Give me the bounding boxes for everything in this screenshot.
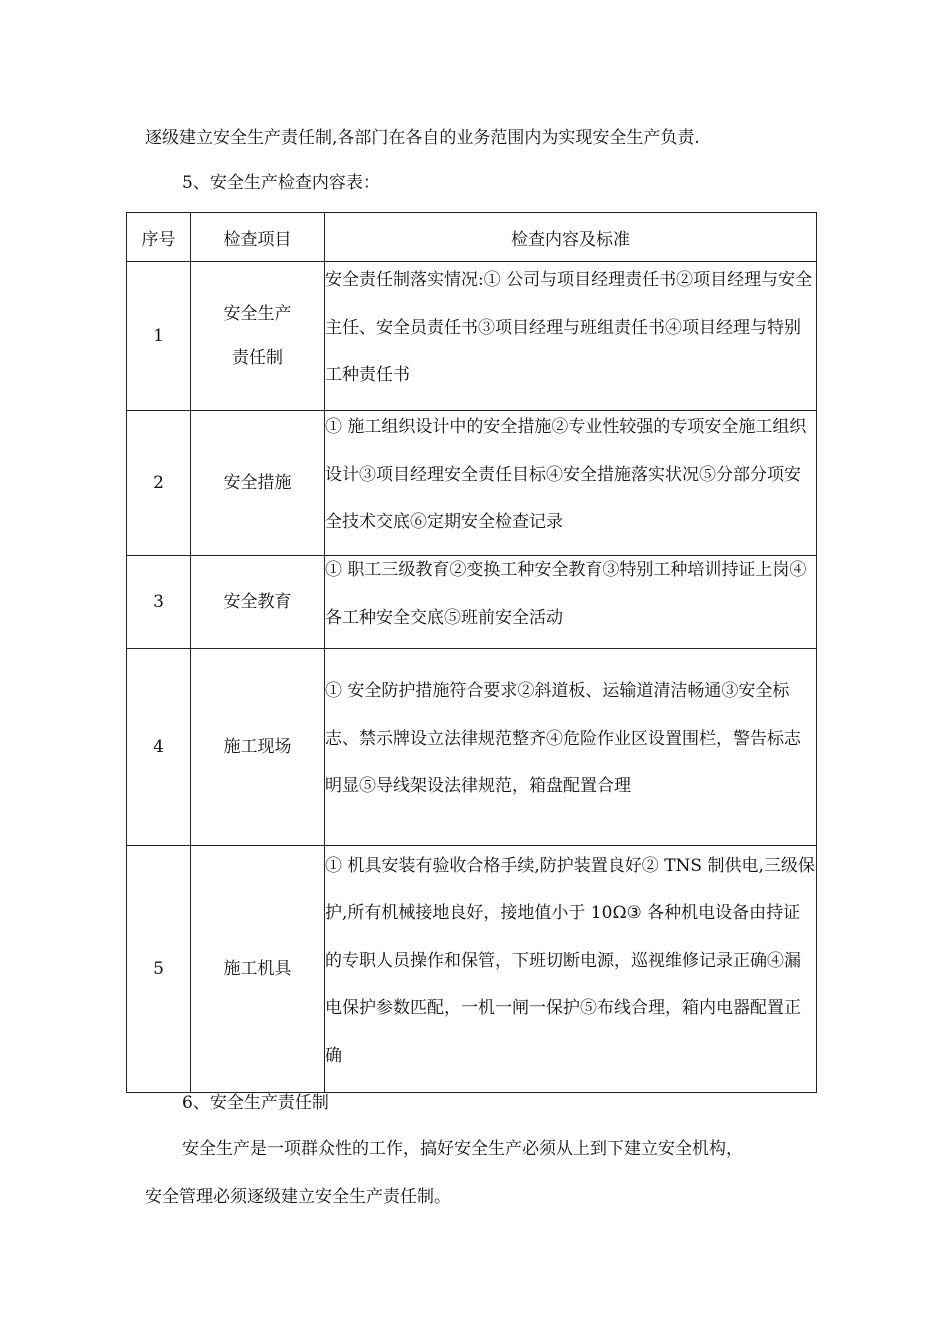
row-content-text: ① 施工组织设计中的安全措施②专业性较强的专项安全施工组织设计③项目经理安全责任目标④安全措施落实状况⑤分部分项安全技术交底⑥定期安全检查记录 — [325, 417, 807, 533]
header-content: 检查内容及标准 — [325, 213, 817, 262]
row-item — [191, 556, 325, 649]
table-row — [127, 262, 817, 411]
row-content — [325, 846, 817, 1093]
row-number: 4 — [127, 649, 191, 846]
row-number: 2 — [127, 411, 191, 556]
row-item-line: 安全教育 — [223, 592, 292, 612]
row-content — [325, 556, 817, 649]
row-item-line: 施工现场 — [223, 737, 292, 757]
table-header-row — [127, 213, 817, 262]
row-content — [325, 411, 817, 556]
inspection-table — [126, 212, 817, 1093]
row-content-text: 安全责任制落实情况:① 公司与项目经理责任书②项目经理与安全主任、安全员责任书③项目经理与班组责任书④项目经理与特别工种责任书 — [325, 270, 813, 386]
row-item — [191, 262, 325, 411]
paragraph-top: 逐级建立安全生产责任制,各部门在各自的业务范围内为实现安全生产负责. — [145, 128, 700, 148]
row-content-text: ① 机具安装有验收合格手续,防护装置良好② TNS 制供电,三级保护,所有机械接地良好，接地值小于 10Ω③ 各种机电设备由持证的专职人员操作和保管，下班切断电源，巡视维修记录正确④漏电保护参数匹配，一机一闸一保护⑤布线合理，箱内电器配置正确 — [325, 855, 815, 1066]
table-row — [127, 846, 817, 1093]
paragraph-6-line-1: 安全生产是一项群众性的工作，搞好安全生产必须从上到下建立安全机构， — [182, 1139, 743, 1159]
paragraph-6-line-2: 安全管理必须逐级建立安全生产责任制。 — [145, 1187, 451, 1207]
table-row — [127, 649, 817, 846]
row-item-line: 安全生产 — [223, 304, 292, 324]
table-row — [127, 556, 817, 649]
row-content — [325, 262, 817, 411]
row-item-line: 安全措施 — [223, 473, 292, 493]
table-row — [127, 411, 817, 556]
row-content — [325, 649, 817, 846]
row-item — [191, 411, 325, 556]
row-item-line: 施工机具 — [223, 959, 292, 979]
section-heading-6: 6、安全生产责任制 — [182, 1093, 329, 1113]
row-item-line: 责任制 — [232, 348, 283, 368]
row-content-text: ① 职工三级教育②变换工种安全教育③特别工种培训持证上岗④各工种安全交底⑤班前安全活动 — [325, 560, 807, 628]
header-no: 序号 — [127, 213, 191, 262]
header-item: 检查项目 — [191, 213, 325, 262]
row-item — [191, 649, 325, 846]
row-number: 3 — [127, 556, 191, 649]
row-number: 1 — [127, 262, 191, 411]
row-item — [191, 846, 325, 1093]
section-heading-5: 5、安全生产检查内容表： — [182, 173, 380, 193]
row-number: 5 — [127, 846, 191, 1093]
row-content-text: ① 安全防护措施符合要求②斜道板、运输道清洁畅通③安全标志、禁示牌设立法律规范整齐④危险作业区设置围栏，警告标志明显⑤导线架设法律规范，箱盘配置合理 — [325, 681, 801, 797]
